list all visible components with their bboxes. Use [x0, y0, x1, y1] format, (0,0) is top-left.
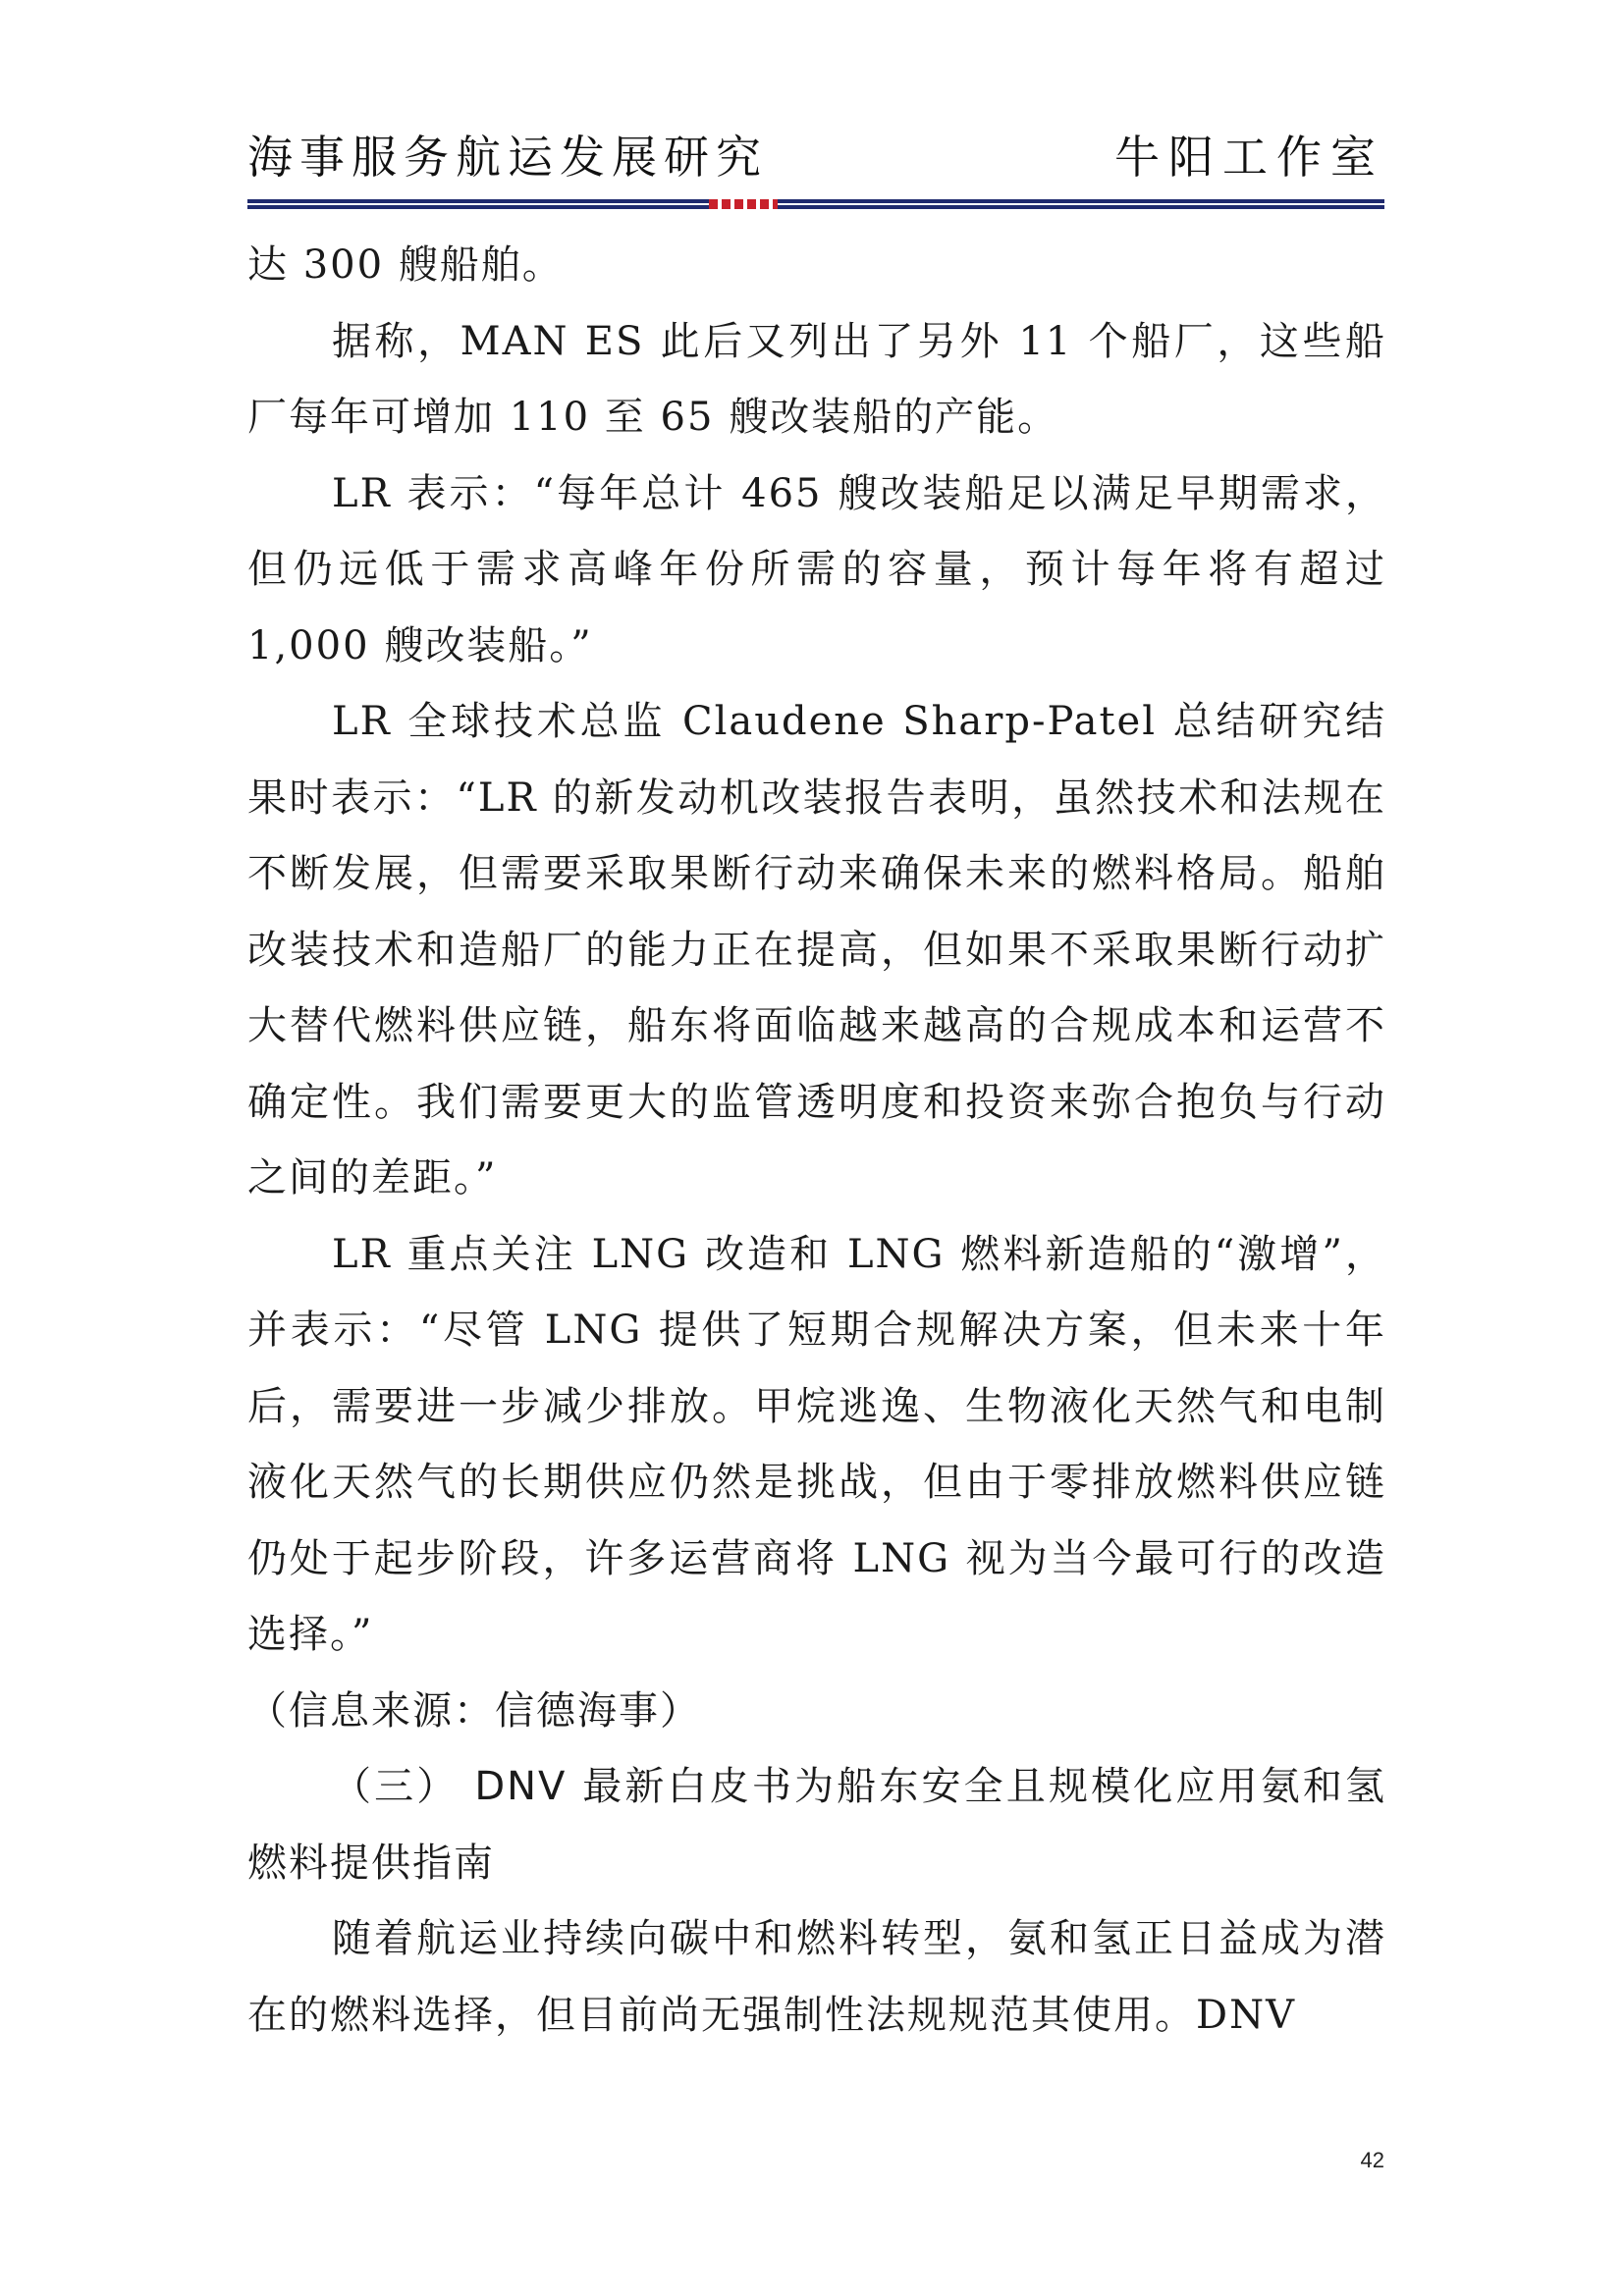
source-note: （信息来源：信德海事）	[247, 1687, 701, 1734]
header-rule-top-line	[247, 199, 1384, 203]
paragraph-lr-director-quote: LR 全球技术总监 Claudene Sharp-Patel 总结研究结果时表示：“LR 的新发动机改装报告表明，虽然技术和法规在不断发展，但需要采取果断行动来确保未来的燃料格局。船舶改装技术和造船厂的能力正在提高，但如果不采取果断行动扩大替代燃料供应链，船东将面临越来越高的合规成本和运营不确定性。我们需要更大的监管透明度和投资来弥合抱负与行动之间的差距。”	[247, 699, 1386, 1201]
section-heading: （三） DNV 最新白皮书为船东安全且规模化应用氨和氢燃料提供指南	[247, 1764, 1386, 1886]
page-body	[247, 228, 1401, 2054]
header-title-left: 海事服务航运发展研究	[247, 131, 768, 184]
header-divider	[247, 199, 1384, 209]
header-rule-bottom-line	[247, 205, 1384, 209]
paragraph-lng-retrofit: LR 重点关注 LNG 改造和 LNG 燃料新造船的“激增”，并表示：“尽管 LNG 提供了短期合规解决方案，但未来十年后，需要进一步减少排放。甲烷逃逸、生物液化天然气和电制液化天然气的长期供应仍然是挑战，但由于零排放燃料供应链仍处于起步阶段，许多运营商将 LNG 视为当今最可行的改造选择。”	[247, 1231, 1386, 1657]
page-header	[247, 118, 1384, 196]
page-number: 42	[1360, 2148, 1384, 2172]
paragraph-lr-capacity: LR 表示：“每年总计 465 艘改装船足以满足早期需求，但仍远低于需求高峰年份所需的容量，预计每年将有超过 1,000 艘改装船。”	[247, 470, 1401, 668]
paragraph-man-es: 据称，MAN ES 此后又列出了另外 11 个船厂，这些船厂每年可增加 110 至 65 艘改装船的产能。	[247, 318, 1386, 440]
header-rule-red-accent	[709, 199, 778, 209]
paragraph-continuation: 达 300 艘船舶。	[247, 242, 564, 288]
header-title-right: 牛阳工作室	[1114, 131, 1384, 184]
paragraph-dnv-intro: 随着航运业持续向碳中和燃料转型，氨和氢正日益成为潜在的燃料选择，但目前尚无强制性法规规范其使用。DNV	[247, 1916, 1386, 2038]
